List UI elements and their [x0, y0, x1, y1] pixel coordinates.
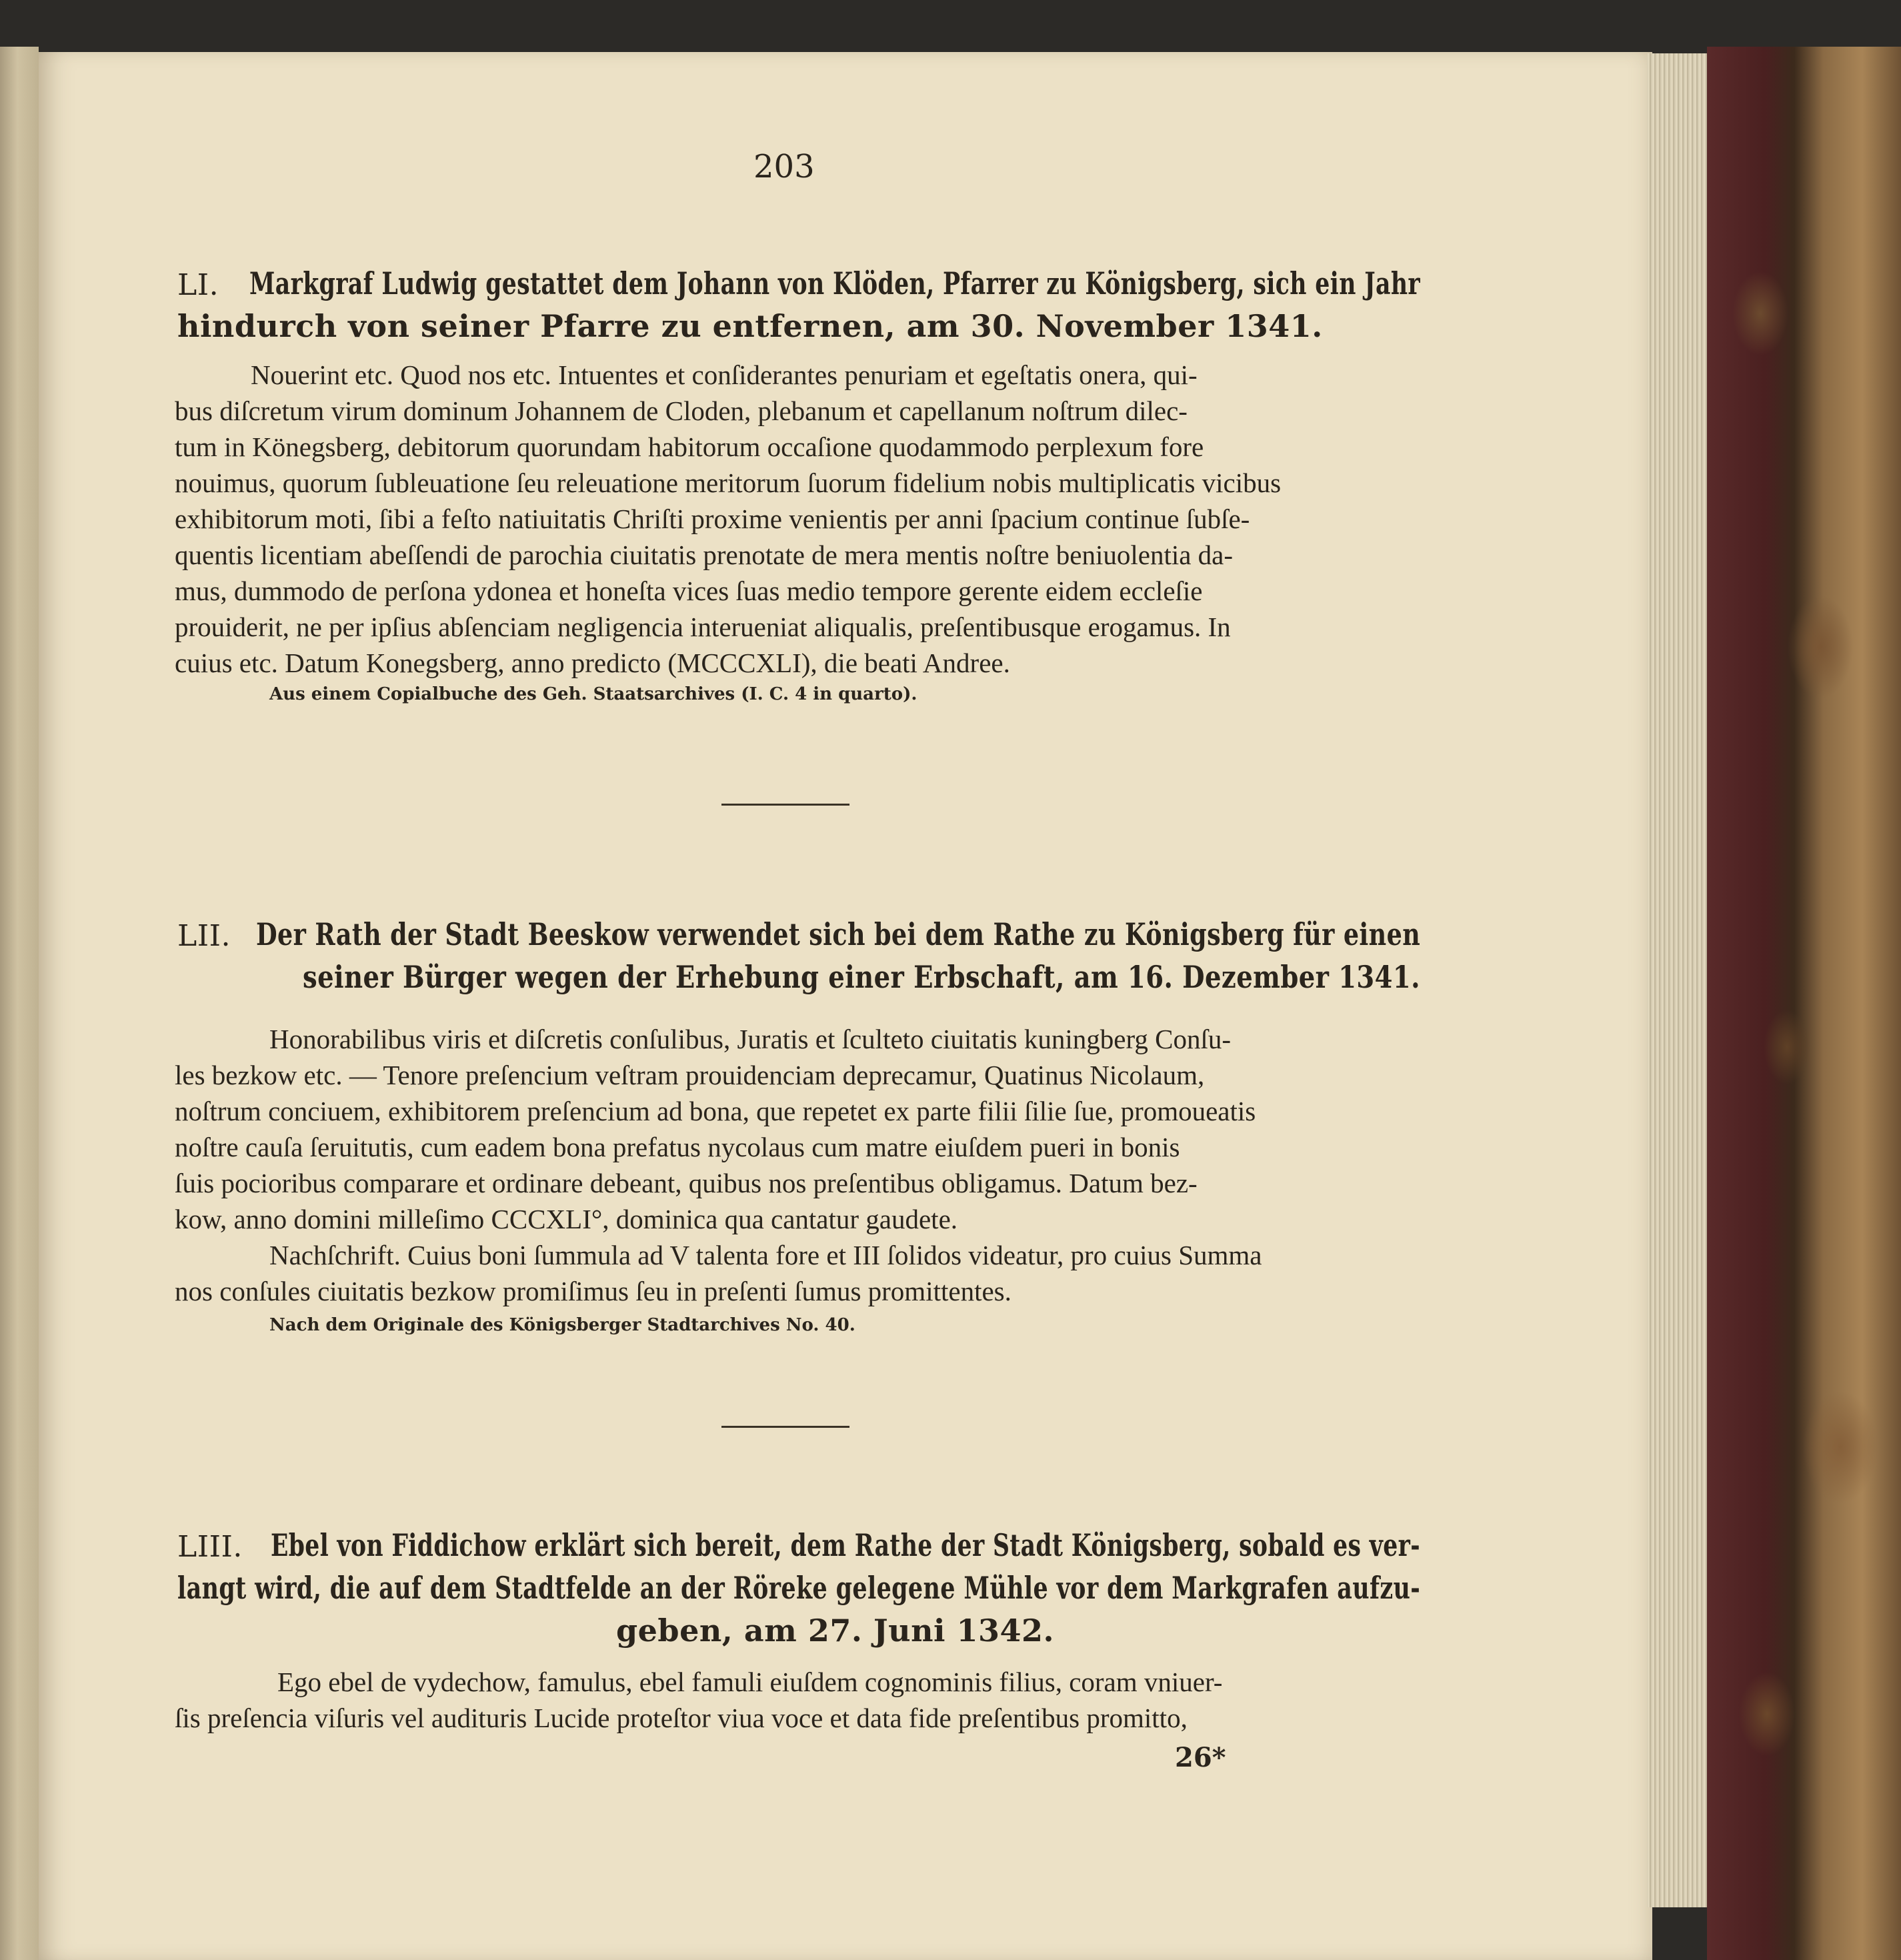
body-line: exhibitorum moti, ſibi a feſto natiuitatis Chriſti proxime venientis per anni ſpacium continue ſubſe- — [175, 504, 1250, 534]
body-line: nos conſules ciuitatis bezkow promiſimus ſeu in preſenti ſumus promittentes. — [175, 1276, 1012, 1306]
body-line: bus diſcretum virum dominum Johannem de Cloden, plebanum et capellanum noſtrum dilec- — [175, 395, 1188, 426]
section-heading-line: geben, am 27. Juni 1342. — [616, 1613, 1055, 1649]
top-background — [0, 0, 1901, 52]
section-numeral: LI. — [177, 268, 219, 302]
body-line: ſuis pocioribus comparare et ordinare debeant, quibus nos preſentibus obligamus. Datum bez- — [175, 1168, 1198, 1198]
body-line: ſis preſencia viſuris vel audituris Lucide proteſtor viua voce et data fide preſentibus promitto, — [175, 1703, 1188, 1733]
section-numeral: LII. — [177, 919, 231, 953]
body-line: Honorabilibus viris et diſcretis conſulibus, Juratis et ſculteto ciuitatis kuningberg Conſu- — [269, 1024, 1232, 1054]
body-line: quentis licentiam abeſſendi de parochia ciuitatis prenotate de mera mentis noſtre beniuolentia da- — [175, 540, 1234, 570]
body-line: kow, anno domini milleſimo CCCXLI°, dominica qua cantatur gaudete. — [175, 1204, 958, 1234]
source-note: Aus einem Copialbuche des Geh. Staatsarchives (I. C. 4 in quarto). — [269, 684, 917, 704]
section-divider — [721, 804, 849, 806]
body-line: nouimus, quorum ſubleuatione ſeu releuatione meritorum ſuorum fidelium nobis multiplicatis vicibus — [175, 467, 1282, 498]
section-heading-line: Ebel von Fiddichow erklärt sich bereit, dem Rathe der Stadt Königsberg, sobald es ver- — [271, 1527, 1420, 1563]
section-heading-line: Markgraf Ludwig gestattet dem Johann von Klöden, Pfarrer zu Königsberg, sich ein Jahr — [249, 265, 1421, 301]
body-line: Ego ebel de vydechow, famulus, ebel famuli eiuſdem cognominis filius, coram vniuer- — [277, 1667, 1223, 1697]
body-line: noſtrum conciuem, exhibitorem preſencium ad bona, que repetet ex parte filii ſilie ſue, promoueatis — [175, 1096, 1256, 1126]
body-line: cuius etc. Datum Konegsberg, anno predicto (MCCCXLI), die beati Andree. — [175, 648, 1010, 678]
body-line: noſtre cauſa ſeruitutis, cum eadem bona prefatus nycolaus cum matre eiuſdem pueri in bonis — [175, 1132, 1180, 1162]
body-line: prouiderit, ne per ipſius abſenciam negligencia interueniat aliqualis, preſentibusque erogamus. In — [175, 612, 1231, 642]
body-line: Nachſchrift. Cuius boni ſummula ad V talenta fore et III ſolidos videatur, pro cuius Summa — [269, 1240, 1262, 1270]
facing-page-edge — [0, 47, 39, 1960]
body-line: les bezkow etc. — Tenore preſencium veſtram prouidenciam deprecamur, Quatinus Nicolaum, — [175, 1060, 1205, 1090]
section-heading-line: langt wird, die auf dem Stadtfelde an der Röreke gelegene Mühle vor dem Markgrafen aufzu- — [177, 1570, 1421, 1606]
signature-mark: 26* — [1175, 1742, 1226, 1773]
page-number: 203 — [753, 148, 815, 185]
body-line: mus, dummodo de perſona ydonea et honeſta vices ſuas medio tempore gerente eidem eccleſie — [175, 576, 1203, 606]
section-heading-line: seiner Bürger wegen der Erhebung einer Erbschaft, am 16. Dezember 1341. — [303, 959, 1420, 995]
section-heading-line: Der Rath der Stadt Beeskow verwendet sich bei dem Rathe zu Königsberg für einen — [256, 916, 1421, 952]
source-note: Nach dem Originale des Königsberger Stadtarchives No. 40. — [269, 1315, 855, 1335]
section-heading-line: hindurch von seiner Pfarre zu entfernen, am 30. November 1341. — [177, 308, 1323, 344]
body-line: Nouerint etc. Quod nos etc. Intuentes et conſiderantes penuriam et egeſtatis onera, qui- — [251, 359, 1198, 390]
section-divider — [721, 1426, 849, 1428]
marbled-cover — [1707, 47, 1901, 1960]
body-line: tum in Könegsberg, debitorum quorundam habitorum occaſione quodammodo perplexum fore — [175, 431, 1204, 462]
page-block-edges — [1647, 53, 1707, 1907]
section-numeral: LIII. — [177, 1530, 243, 1564]
